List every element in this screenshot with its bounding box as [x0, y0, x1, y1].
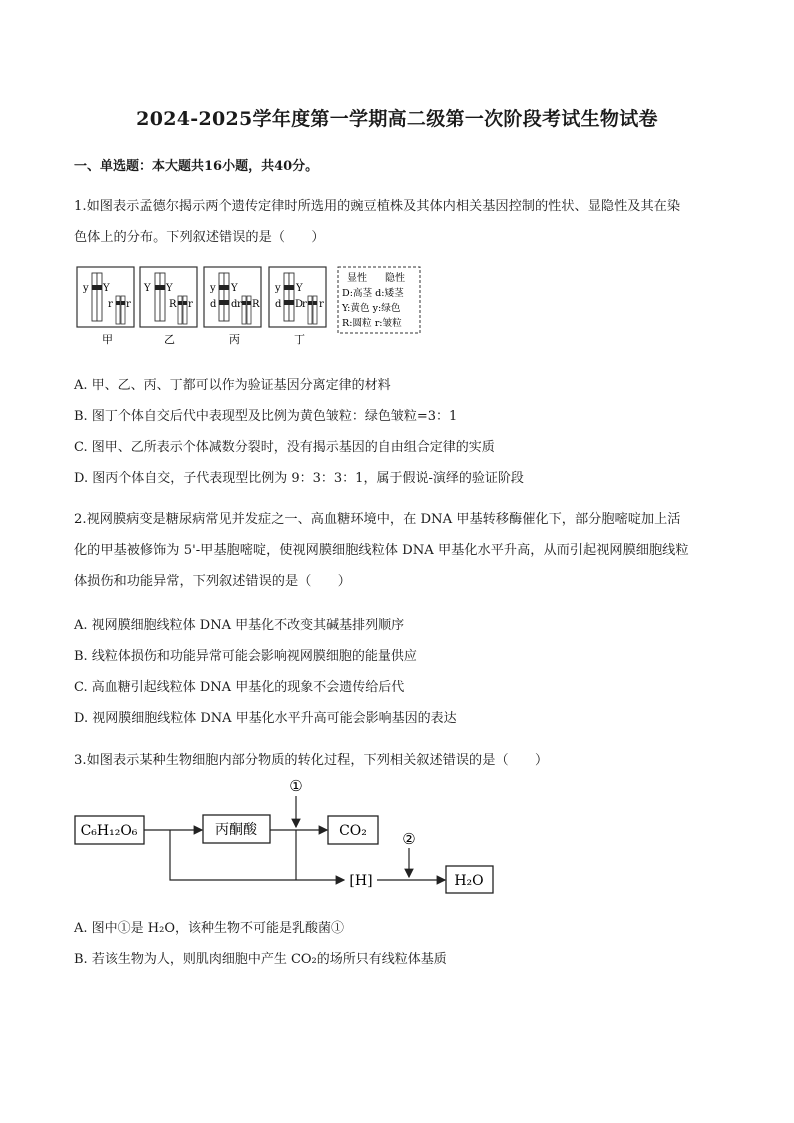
- q1-option-a: A. 甲、乙、丙、丁都可以作为验证基因分离定律的材料: [74, 378, 391, 393]
- question-2-stem: [74, 504, 724, 597]
- gene-label: y: [210, 283, 216, 294]
- gene-label: R: [169, 299, 177, 310]
- gene-label: r: [319, 299, 324, 310]
- q2-option-a: A. 视网膜细胞线粒体 DNA 甲基化不改变其碱基排列顺序: [74, 618, 405, 633]
- marker-2: ②: [402, 830, 416, 848]
- q2-option-c: C. 高血糖引起线粒体 DNA 甲基化的现象不会遗传给后代: [74, 680, 405, 695]
- gene-label: d: [275, 299, 282, 310]
- question-2-stem-line-1: 2.视网膜病变是糖尿病常见并发症之一、高血糖环境中，在 DNA 甲基转移酶催化下，部分胞嘧啶加上活: [74, 512, 681, 527]
- q2-option-d: D. 视网膜细胞线粒体 DNA 甲基化水平升高可能会影响基因的表达: [74, 711, 457, 726]
- figure-panel-ding: [269, 267, 326, 346]
- legend-row: Y:黄色 y:绿色: [342, 303, 401, 314]
- question-3-diagram: [74, 774, 514, 904]
- gene-label: Y: [103, 283, 110, 294]
- question-2-stem-line-3: 体损伤和功能异常，下列叙述错误的是（ ）: [74, 574, 351, 589]
- legend-row: D:高茎 d:矮茎: [342, 288, 404, 299]
- gene-label: y: [83, 283, 89, 294]
- q3-option-a: A. 图中①是 H₂O，该种生物不可能是乳酸菌①: [74, 921, 344, 936]
- figure-panel-jia: [77, 267, 134, 346]
- q3-option-b: B. 若该生物为人，则肌肉细胞中产生 CO₂的场所只有线粒体基质: [74, 952, 447, 967]
- legend-header-dominant: 显性: [347, 273, 367, 284]
- panel-label: 乙: [164, 333, 175, 346]
- gene-label: Y: [296, 283, 303, 294]
- gene-label: R: [252, 299, 260, 310]
- gene-label: y: [275, 283, 281, 294]
- figure-panel-yi: [140, 267, 197, 346]
- legend-row: R:圆粒 r:皱粒: [342, 318, 402, 329]
- q1-option-c: C. 图甲、乙所表示个体减数分裂时，没有揭示基因的自由组合定律的实质: [74, 440, 495, 455]
- gene-label: r: [188, 299, 193, 310]
- question-1-stem-line-2: 色体上的分布。下列叙述错误的是（ ）: [74, 230, 325, 245]
- question-1-stem: [74, 191, 724, 253]
- q1-option-b: B. 图丁个体自交后代中表现型及比例为黄色皱粒：绿色皱粒=3：1: [74, 409, 458, 424]
- marker-1: ①: [289, 777, 303, 795]
- glucose-box: C₆H₁₂O₆: [80, 823, 138, 839]
- gene-label: d: [231, 299, 238, 310]
- pyruvate-box: 丙酮酸: [215, 822, 257, 838]
- co2-box: CO₂: [339, 823, 367, 839]
- question-1-stem-line-1: 1.如图表示孟德尔揭示两个遗传定律时所选用的豌豆植株及其体内相关基因控制的性状、显隐性及其在染: [74, 199, 681, 214]
- panel-label: 甲: [102, 333, 113, 346]
- gene-label: r: [302, 299, 307, 310]
- gene-label: D: [295, 299, 304, 310]
- q2-option-b: B. 线粒体损伤和功能异常可能会影响视网膜细胞的能量供应: [74, 649, 417, 664]
- water-box: H₂O: [454, 873, 484, 889]
- question-2-stem-line-2: 化的甲基被修饰为 5'-甲基胞嘧啶，使视网膜细胞线粒体 DNA 甲基化水平升高，从而引起视网膜细胞线粒: [74, 543, 689, 558]
- h-label: [H]: [349, 873, 373, 889]
- exam-title: 2024-2025学年度第一学期高二级第一次阶段考试生物试卷: [136, 108, 658, 130]
- figure-panel-bing: [204, 267, 261, 346]
- panel-label: 丙: [229, 333, 240, 346]
- trait-legend: [338, 267, 420, 333]
- panel-label: 丁: [294, 333, 305, 346]
- gene-label: Y: [166, 283, 173, 294]
- gene-label: r: [108, 299, 113, 310]
- gene-label: d: [210, 299, 217, 310]
- question-3-stem: 3.如图表示某种生物细胞内部分物质的转化过程，下列相关叙述错误的是（ ）: [74, 753, 549, 768]
- gene-label: Y: [144, 283, 151, 294]
- gene-label: r: [237, 299, 242, 310]
- question-1-figure: [74, 264, 434, 354]
- gene-label: Y: [231, 283, 238, 294]
- legend-header-recessive: 隐性: [385, 273, 405, 284]
- gene-label: r: [126, 299, 131, 310]
- q1-option-d: D. 图丙个体自交，子代表现型比例为 9：3：3：1，属于假说-演绎的验证阶段: [74, 471, 524, 486]
- section-heading: 一、单选题：本大题共16小题，共40分。: [74, 159, 319, 174]
